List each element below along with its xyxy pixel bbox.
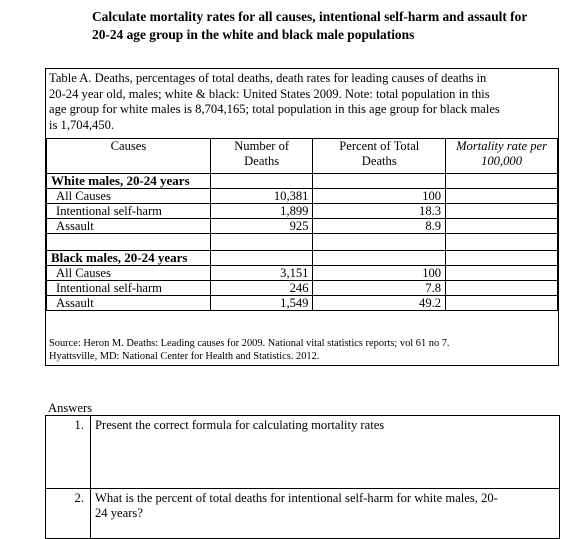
source-line: Source: Heron M. Deaths: Leading causes for 2009. National vital statistics reports; vol 61 no 7. [49, 338, 450, 349]
title-line: 20-24 age group in the white and black male populations [92, 27, 415, 42]
deaths-cell: 246 [210, 281, 313, 296]
question-text: Present the correct formula for calculating mortality rates [95, 418, 385, 432]
table-a-container [45, 68, 559, 366]
source-line: Hyattsville, MD: National Center for Health and Statistics. 2012. [49, 351, 320, 362]
table-row [47, 189, 558, 204]
caption-line: Table A. Deaths, percentages of total deaths, death rates for leading causes of deaths in [49, 71, 487, 85]
answers-heading: Answers [48, 401, 93, 415]
percent-cell: 100 [313, 189, 446, 204]
deaths-cell: 1,899 [210, 204, 313, 219]
table-row [47, 296, 558, 311]
deaths-cell: 1,549 [210, 296, 313, 311]
answer-row [46, 489, 560, 539]
table-row [47, 266, 558, 281]
question-number: 2. [46, 489, 91, 539]
cause-cell: All Causes [47, 266, 211, 281]
question-answer-cell[interactable] [91, 416, 560, 489]
rate-cell[interactable] [446, 189, 558, 204]
group-label: Black males, 20-24 years [47, 251, 211, 266]
rate-cell[interactable] [446, 296, 558, 311]
worksheet-title [92, 8, 572, 44]
header-percent-total-deaths: Percent of Total Deaths [313, 139, 446, 174]
empty-cell [47, 234, 211, 251]
table-row [47, 219, 558, 234]
percent-cell: 18.3 [313, 204, 446, 219]
question-answer-cell[interactable] [91, 489, 560, 539]
caption-line: is 1,704,450. [49, 117, 115, 132]
question-number: 1. [46, 416, 91, 489]
cause-cell: Intentional self-harm [47, 204, 211, 219]
empty-cell [446, 251, 558, 266]
title-line: Calculate mortality rates for all causes, intentional self-harm and assault for [92, 9, 528, 24]
header-causes: Causes [47, 139, 211, 174]
table-header-row [47, 139, 558, 174]
rate-cell[interactable] [446, 204, 558, 219]
deaths-cell: 925 [210, 219, 313, 234]
table-row [47, 281, 558, 296]
cause-cell: Assault [47, 296, 211, 311]
empty-cell [313, 234, 446, 251]
table-row [47, 204, 558, 219]
cause-cell: Assault [47, 219, 211, 234]
question-text: What is the percent of total deaths for intentional self-harm for white males, 20- [95, 491, 498, 505]
table-source-note [49, 337, 555, 363]
empty-cell [446, 174, 558, 189]
group-label: White males, 20-24 years [47, 174, 211, 189]
deaths-cell: 10,381 [210, 189, 313, 204]
deaths-table [46, 138, 558, 311]
caption-line: age group for white males is 8,704,165; total population in this age group for black males [49, 102, 500, 116]
answer-row [46, 416, 560, 489]
percent-cell: 49.2 [313, 296, 446, 311]
empty-cell [313, 251, 446, 266]
rate-cell[interactable] [446, 219, 558, 234]
header-number-of-deaths: Number of Deaths [210, 139, 313, 174]
table-caption [49, 71, 555, 133]
question-text: 24 years? [95, 506, 143, 520]
answers-table [45, 415, 560, 539]
spacer-row [47, 234, 558, 251]
group-row-black [47, 251, 558, 266]
cause-cell: All Causes [47, 189, 211, 204]
deaths-cell: 3,151 [210, 266, 313, 281]
empty-cell [446, 234, 558, 251]
empty-cell [210, 174, 313, 189]
percent-cell: 100 [313, 266, 446, 281]
empty-cell [210, 251, 313, 266]
cause-cell: Intentional self-harm [47, 281, 211, 296]
rate-cell[interactable] [446, 266, 558, 281]
group-row-white [47, 174, 558, 189]
header-mortality-rate: Mortality rate per 100,000 [446, 139, 558, 174]
percent-cell: 7.8 [313, 281, 446, 296]
empty-cell [210, 234, 313, 251]
caption-line: 20-24 year old, males; white & black: United States 2009. Note: total population in this [49, 86, 490, 101]
rate-cell[interactable] [446, 281, 558, 296]
percent-cell: 8.9 [313, 219, 446, 234]
empty-cell [313, 174, 446, 189]
